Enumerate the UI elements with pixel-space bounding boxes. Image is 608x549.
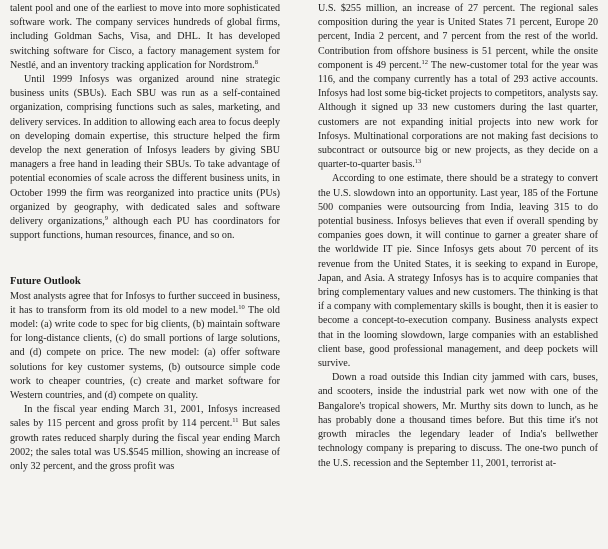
footnote-ref: 10 — [238, 303, 245, 311]
footnote-ref: 9 — [104, 215, 108, 223]
paragraph-analysts: Most analysts agree that for Infosys to further succeed in business, it has to transform from its old model to a new model.$^{10}$ The old model: (a) write code to spec for big clients, (b) maintain software for long-distance clients, (c) do small portions of large solutions, and (d) compete on price. The new model: (a) offer software solutions for key customer systems, (b) outsource simple code work to cheaper countries, (c) create and market software for Western countries, and (d) compete on quality. — [10, 290, 280, 402]
footnote-ref: 12 — [421, 58, 428, 66]
paragraph-sales-composition: U.S. $255 million, an increase of 27 percent. The regional sales composition during the year is United States 71 percent, Europe 20 percent, India 2 percent, and 7 percent from the rest of the world. Contribution from offshore business is 51 percent, while the onsite component is 49 percent.$^{12}$ The new-customer total for the year was 116, and the company currently has a total of 293 active accounts. Infosys had lost some big-ticket projects to competitors, analysts say. Although it signed up 33 new customers during the last quarter, customers are not expanding initial projects into new work for Infosys. Multinational corporations are not making fast decisions to subcontract or outsource big or new projects, as they decide on a quarter-to-quarter basis.$^{13}$ — [318, 3, 598, 171]
paragraph-sbu: Until 1999 Infosys was organized around nine strategic business units (SBUs). Each SBU was run as a self-contained organization, comprising functions such as sales, marketing, and delivery services. In addition to allowing each area to focus deeply on developing domain expertise, this structure helped the firm develop the next generation of Infosys leaders by giving SBU managers a free hand in leading their SBUs. To take advantage of potential economies of scale across the different business units, in October 1999 the firm was reorganized into practice units (PUs) organized by geography, with dedicated sales and software delivery organizations,$^9$ although each PU has coordinators for support functions, human resources, finance, and so on. — [10, 74, 280, 242]
paragraph-strategy: According to one estimate, there should be a strategy to convert the U.S. slowdown into an opportunity. Last year, 185 of the Fortune 500 companies were outsourcing from India, leaving 315 to do potential business. Infosys believes that even if overall spending by companies goes down, it will continue to garner a greater share of the worldwide IT pie. Since Infosys gets about 70 percent of its revenue from the United States, it is seeking to expand in Europe, Japan, and Asia. A strategy Infosys has is to acquire companies that bring complementary values and new customers. The thinking is that if a company with complementary skills is bought, then it is easier to become a concept-to-execution company. Business analysts expect that in the looming slowdown, large companies with an established client base, good professional management, and deep pockets will survive. — [318, 173, 598, 370]
paragraph-intro: talent pool and one of the earliest to move into more sophisticated software work. The company services hundreds of global firms, including Goldman Sachs, Visa, and DHL. It has developed switching software for Cisco, a factory management system for Nestlé, and an inventory tracking application for Nordstrom.$^8$ — [10, 3, 280, 71]
footnote-ref: 13 — [414, 158, 422, 166]
footnote-ref: 8 — [254, 58, 258, 66]
paragraph-murthy: Down a road outside this Indian city jammed with cars, buses, and scooters, inside the industrial park wet now with one of the Bangalore's tropical showers, Mr. Murthy sits down to lunch, as he has probably done a thousand times before. But this time it's not growth miracles the legendary leader of India's bellwether technology company is preparing to discuss. The one-two punch of the U.S. recession and the September 11, 2001, terrorist at- — [318, 372, 598, 469]
spacer — [10, 243, 280, 275]
section-heading: Future Outlook — [10, 276, 81, 288]
right-column — [318, 2, 598, 471]
footnote-ref: 11 — [232, 417, 239, 425]
paragraph-fiscal-year: In the fiscal year ending March 31, 2001, Infosys increased sales by 115 percent and gross profit by 114 percent.$^{11}$ But sales growth rates reduced sharply during the fiscal year ending March 2002; the sales total was US.$545 million, showing an increase of only 32 percent, and the gross profit was — [10, 404, 280, 473]
left-column — [10, 2, 280, 474]
